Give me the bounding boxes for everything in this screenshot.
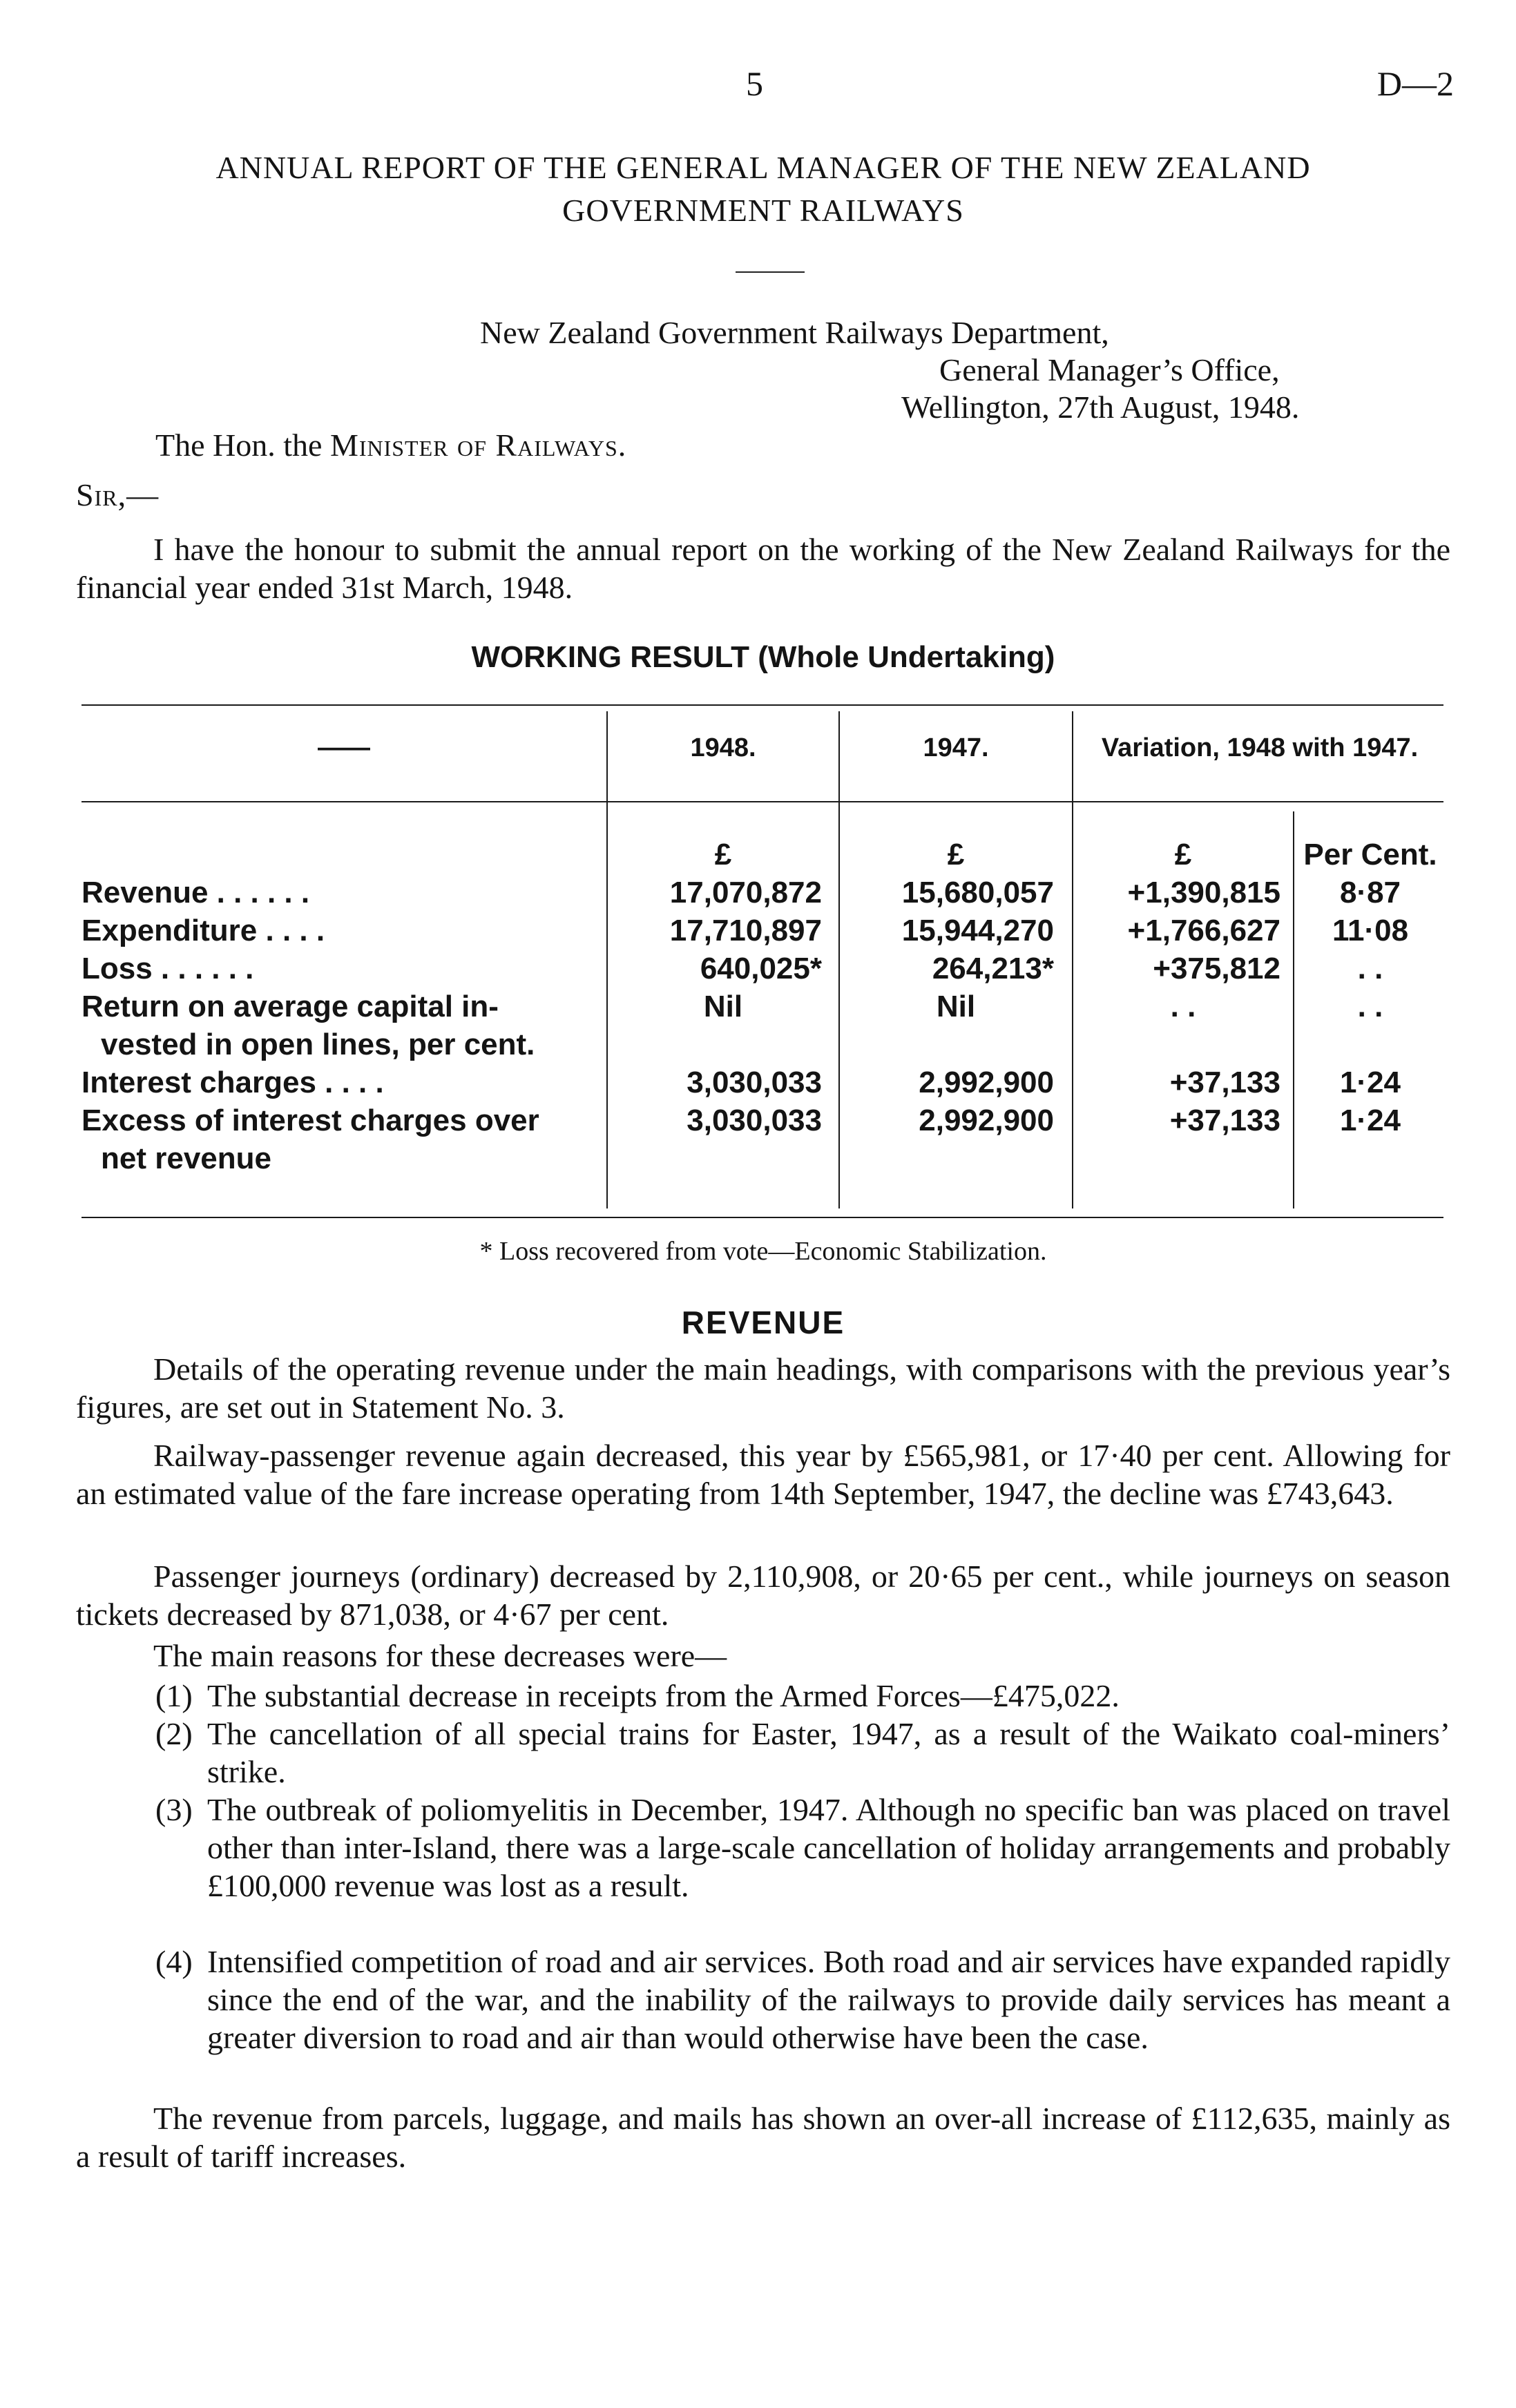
cell-interest-1948: 3,030,033: [687, 1066, 822, 1099]
cell-revenue-1947: 15,680,057: [901, 876, 1054, 909]
page-number: 5: [746, 64, 763, 103]
cell-excess-1948: 3,030,033: [687, 1104, 822, 1137]
reason-4-text: Intensified competition of road and air services. Both road and air services have expanded rapidly since the end of the war, and the inability of the railways to provide daily services has meant a greater diversion to road and air than would otherwise have been the case.: [207, 1944, 1450, 2055]
intro-text: I have the honour to submit the annual report on the working of the New Zealand Railways for the financial year ended 31st March, 1948.: [76, 532, 1450, 605]
salutation: Sir,—: [76, 477, 160, 512]
cell-excess-1947: 2,992,900: [919, 1104, 1054, 1137]
revenue-paragraph-4: [76, 1637, 1450, 1675]
cell-revenue-percent: 8·87: [1339, 876, 1401, 909]
table-top-rule: [81, 704, 1443, 706]
column-header-1947: 1947.: [923, 733, 989, 762]
cell-loss-1947: 264,213*: [932, 952, 1054, 985]
cell-expenditure-1948: 17,710,897: [669, 914, 822, 947]
reason-item-2: [155, 1715, 1450, 1791]
table-footnote: * Loss recovered from vote—Economic Stabilization.: [479, 1237, 1047, 1266]
revenue-paragraph-3-text: Passenger journeys (ordinary) decreased by 2,110,908, or 20·65 per cent., while journeys on season tickets decreased by 871,038, or 4·67 per cent.: [76, 1559, 1450, 1632]
revenue-paragraph-3: [76, 1557, 1450, 1633]
cell-interest-1947: 2,992,900: [919, 1066, 1054, 1099]
revenue-paragraph-1: [76, 1350, 1450, 1426]
cell-revenue-1948: 17,070,872: [669, 876, 822, 909]
addressee-title: Minister of Railways.: [329, 427, 627, 463]
cell-revenue-variation: +1,390,815: [1127, 876, 1280, 909]
title-line-1: ANNUAL REPORT OF THE GENERAL MANAGER OF THE NEW ZEALAND: [215, 150, 1311, 185]
reason-item-3: [155, 1791, 1450, 1905]
cell-expenditure-1947: 15,944,270: [901, 914, 1054, 947]
cell-loss-1948: 640,025*: [700, 952, 822, 985]
row-label-revenue: Revenue . . . . . .: [81, 876, 310, 909]
addressee-prefix: The Hon. the: [155, 427, 323, 463]
row-label-loss: Loss . . . . . .: [81, 952, 254, 985]
cell-return-percent: . .: [1357, 990, 1383, 1023]
unit-variation: £: [1174, 838, 1192, 871]
table-header-rule: [81, 801, 1443, 802]
cell-interest-variation: +37,133: [1169, 1066, 1280, 1099]
title-line-2: GOVERNMENT RAILWAYS: [562, 193, 964, 228]
row-label-interest-charges: Interest charges . . . .: [81, 1066, 384, 1099]
reason-1-marker: (1): [155, 1678, 193, 1713]
row-label-expenditure: Expenditure . . . .: [81, 914, 325, 947]
reason-item-4: [155, 1943, 1450, 2057]
intro-paragraph: [76, 530, 1450, 606]
cell-expenditure-percent: 11·08: [1332, 914, 1409, 947]
cell-interest-percent: 1·24: [1339, 1066, 1401, 1099]
reason-item-1: [155, 1677, 1450, 1715]
address-line-2: General Manager’s Office,: [939, 352, 1280, 387]
address-line-1: New Zealand Government Railways Department,: [480, 315, 1109, 350]
revenue-paragraph-5: [76, 2099, 1450, 2175]
reason-3-text: The outbreak of poliomyelitis in December, 1947. Although no specific ban was placed on travel other than inter-Island, there was a large-scale cancellation of holiday arrangements and probably £100,000 revenue was lost as a result.: [207, 1792, 1450, 1903]
report-title: [83, 146, 1443, 232]
row-label-return-line-2: vested in open lines, per cent.: [101, 1028, 535, 1061]
document-number: D—2: [1376, 64, 1454, 103]
reason-1-text: The substantial decrease in receipts from the Armed Forces—£475,022.: [207, 1678, 1120, 1713]
revenue-paragraph-4-text: The main reasons for these decreases were—: [153, 1638, 727, 1673]
revenue-paragraph-2-text: Railway-passenger revenue again decreased, this year by £565,981, or 17·40 per cent. Allowing for an estimated value of the fare increase operating from 14th September, 1947, the decline was £743,643.: [76, 1438, 1450, 1511]
revenue-paragraph-5-text: The revenue from parcels, luggage, and mails has shown an over-all increase of £112,635, mainly as a result of tariff increases.: [76, 2101, 1450, 2174]
row-label-excess-interest: [81, 1101, 599, 1177]
table-bottom-rule: [81, 1217, 1443, 1218]
unit-percent: Per Cent.: [1303, 838, 1437, 871]
reason-3-marker: (3): [155, 1792, 193, 1827]
working-result-title: WORKING RESULT (Whole Undertaking): [471, 640, 1055, 674]
unit-1947: £: [947, 838, 965, 871]
addressee: [155, 427, 626, 463]
reason-2-marker: (2): [155, 1716, 193, 1751]
row-label-excess-line-1: Excess of interest charges over: [81, 1104, 539, 1137]
row-label-return-on-capital: [81, 988, 599, 1063]
cell-loss-variation: +375,812: [1153, 952, 1280, 985]
reason-4-marker: (4): [155, 1944, 193, 1979]
address-line-3: Wellington, 27th August, 1948.: [901, 389, 1300, 425]
cell-expenditure-variation: +1,766,627: [1127, 914, 1280, 947]
cell-return-1948: Nil: [703, 990, 743, 1023]
cell-loss-percent: . .: [1357, 952, 1383, 985]
row-label-return-line-1: Return on average capital in-: [81, 990, 499, 1023]
cell-excess-variation: +37,133: [1169, 1104, 1280, 1137]
unit-1948: £: [714, 838, 732, 871]
title-divider: [736, 271, 805, 273]
revenue-heading: REVENUE: [681, 1304, 845, 1340]
cell-return-variation: . .: [1170, 990, 1196, 1023]
column-header-blank: ——: [318, 733, 370, 762]
column-header-variation: Variation, 1948 with 1947.: [1101, 733, 1419, 762]
column-header-1948: 1948.: [690, 733, 756, 762]
revenue-paragraph-2: [76, 1436, 1450, 1512]
cell-excess-percent: 1·24: [1339, 1104, 1401, 1137]
reason-2-text: The cancellation of all special trains for Easter, 1947, as a result of the Waikato coal-miners’ strike.: [207, 1716, 1450, 1789]
row-label-excess-line-2: net revenue: [101, 1142, 271, 1175]
revenue-paragraph-1-text: Details of the operating revenue under the main headings, with comparisons with the previous year’s figures, are set out in Statement No. 3.: [76, 1351, 1450, 1425]
cell-return-1947: Nil: [936, 990, 976, 1023]
